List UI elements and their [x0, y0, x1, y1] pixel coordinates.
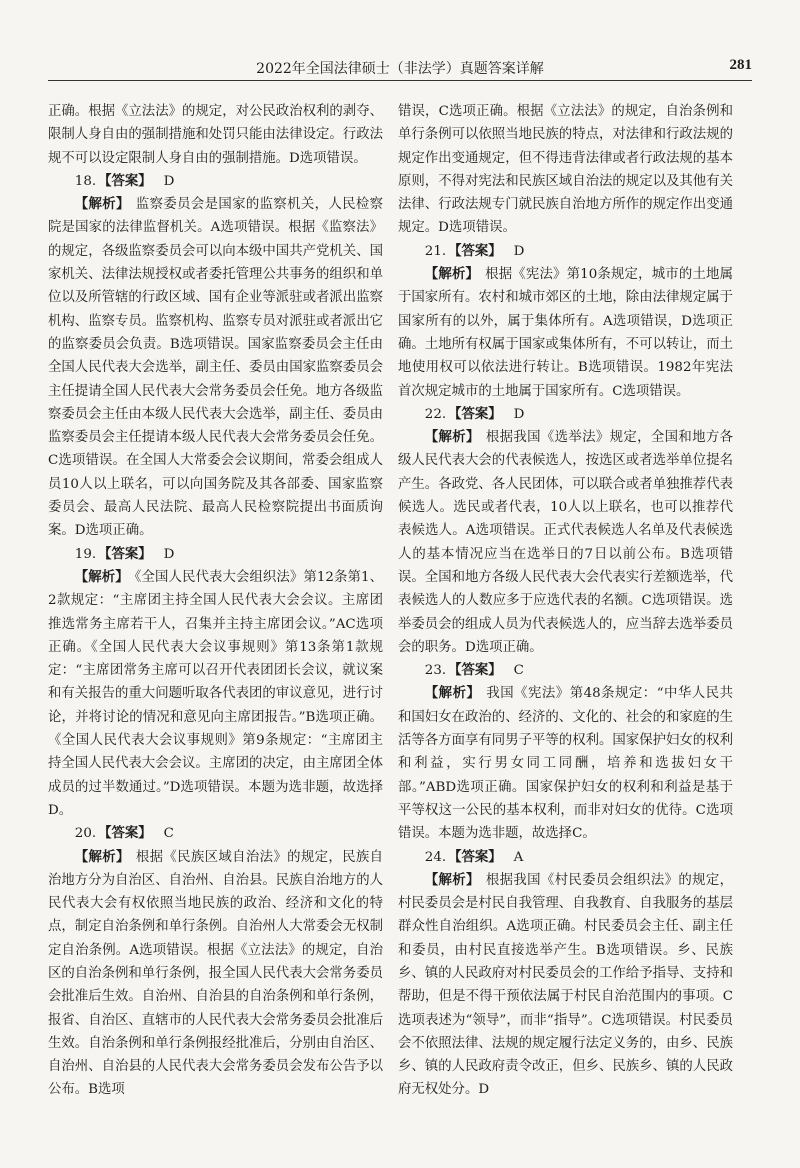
answer-label: 【答案】: [98, 172, 152, 189]
answer-value: C: [513, 663, 524, 679]
answer-label: 【答案】: [448, 662, 502, 679]
left-column: [48, 100, 383, 1102]
answer-label: 【答案】: [98, 545, 152, 562]
answer-label: 【答案】: [448, 242, 502, 259]
question-number: 18.: [74, 173, 97, 189]
question-number: 24.: [424, 849, 447, 865]
explanation-label: 【解析】: [424, 871, 480, 888]
answer-line-24: [398, 846, 733, 869]
question-number: 20.: [74, 826, 97, 842]
explanation-23: [398, 682, 733, 845]
explanation-text: 监察委员会是国家的监察机关，人民检察院是国家的法律监督机关。A选项错误。根据《监察法》的规定，各级监察委员会可以向本级中国共产党机关、国家机关、法律法规授权或者委托管理公共事务的组织和单位以及所管辖的行政区域、国有企业等派驻或者派出监察机构、监察专员。监察机构、监察专员对派驻或者派出它的监察委员会负责。B选项错误。国家监察委员会主任由全国人民代表大会选举，副主任、委员由国家监察委员会主任提请全国人民代表大会常务委员会任免。地方各级监察委员会主任由本级人民代表大会选举，副主任、委员由监察委员会主任提请本级人民代表大会常务委员会任免。C选项错误。在全国人大常委会会议期间，常委会组成人员10人以上联名，可以向国务院及其各部委、国家监察委员会、最高人民法院、最高人民检察院提出书面质询案。D选项正确。: [48, 197, 384, 539]
answer-line-22: [398, 403, 733, 426]
explanation-20: [48, 846, 383, 1102]
explanation-label: 【解析】: [74, 196, 130, 213]
question-number: 19.: [74, 546, 97, 562]
explanation-22: [398, 426, 733, 659]
answer-label: 【答案】: [448, 405, 502, 422]
question-number: 23.: [424, 663, 447, 679]
answer-value: A: [513, 849, 524, 865]
page-number: 281: [729, 57, 752, 73]
explanation-label: 【解析】: [424, 266, 480, 283]
answer-label: 【答案】: [448, 848, 502, 865]
continued-paragraph: 错误，C选项正确。根据《立法法》的规定，自治条例和单行条例可以依照当地民族的特点，对法律和行政法规的规定作出变通规定，但不得违背法律或者行政法规的基本原则，不得对宪法和民族区域自治法的规定以及其他有关法律、行政法规专门就民族自治地方所作的规定作出变通规定。D选项错误。: [398, 104, 733, 236]
answer-value: C: [163, 826, 174, 842]
explanation-label: 【解析】: [424, 685, 481, 702]
answer-value: D: [163, 173, 175, 189]
answer-line-19: [48, 543, 383, 566]
answer-line-23: [398, 659, 733, 682]
explanation-18: [48, 193, 383, 542]
right-column: [398, 100, 733, 1102]
answer-value: D: [163, 546, 175, 562]
running-header: [48, 56, 752, 81]
question-number: 21.: [424, 243, 447, 259]
question-number: 22.: [424, 406, 447, 422]
explanation-21: [398, 263, 733, 403]
header-title: 2022年全国法律硕士（非法学）真题答案详解: [256, 61, 544, 77]
explanation-text: 《全国人民代表大会组织法》第12条第1、2款规定：“主席团主持全国人民代表大会会议。主席团推选常务主席若干人，召集并主持主席团会议。”AC选项正确。《全国人民代表大会议事规则》第13条第1款规定：“主席团常务主席可以召开代表团团长会议，就议案和有关报告的重大问题听取各代表团的审议意见，进行讨论，并将讨论的情况和意见向主席团报告。”B选项正确。《全国人民代表大会议事规则》第9条规定：“主席团主持全国人民代表大会会议。主席团的决定，由主席团全体成员的过半数通过。”D选项错误。本题为选非题，故选择D。: [48, 569, 383, 818]
answer-value: D: [513, 243, 525, 259]
explanation-label: 【解析】: [424, 429, 480, 446]
explanation-24: [398, 869, 733, 1102]
explanation-text: 根据《民族区域自治法》的规定，民族自治地方分为自治区、自治州、自治县。民族自治地方的人民代表大会有权依照当地民族的政治、经济和文化的特点，制定自治条例和单行条例。自治州人大常委会无权制定自治条例。A选项错误。根据《立法法》的规定，自治区的自治条例和单行条例，报全国人民代表大会常务委员会批准后生效。自治州、自治县的自治条例和单行条例，报省、自治区、直辖市的人民代表大会常务委员会批准后生效。自治条例和单行条例报经批准后，分别由自治区、自治州、自治县的人民代表大会常务委员会发布公告予以公布。B选项: [48, 849, 384, 1098]
explanation-text: 我国《宪法》第48条规定：“中华人民共和国妇女在政治的、经济的、文化的、社会的和家庭的生活等各方面享有同男子平等的权利。国家保护妇女的权利和利益，实行男女同工同酬，培养和选拔妇女干部。”ABD选项正确。国家保护妇女的权利和利益是基于平等权这一公民的基本权利，而非对妇女的优待。C选项错误。本题为选非题，故选择C。: [398, 686, 733, 842]
answer-line-21: [398, 240, 733, 263]
explanation-19: [48, 566, 383, 822]
explanation-label: 【解析】: [74, 848, 130, 865]
answer-label: 【答案】: [98, 825, 152, 842]
explanation-text: 根据我国《选举法》规定，全国和地方各级人民代表大会的代表候选人，按选区或者选举单位提名产生。各政党、各人民团体，可以联合或者单独推荐代表候选人。选民或者代表，10人以上联名，也可以推荐代表候选人。A选项错误。正式代表候选人名单及代表候选人的基本情况应当在选举日的7日以前公布。B选项错误。全国和地方各级人民代表大会代表实行差额选举，代表候选人的人数应多于应选代表的名额。C选项错误。选举委员会的组成人员为代表候选人的，应当辞去选举委员会的职务。D选项正确。: [398, 430, 734, 655]
answer-line-18: [48, 170, 383, 193]
explanation-text: 根据《宪法》第10条规定，城市的土地属于国家所有。农村和城市郊区的土地，除由法律规定属于国家所有的以外，属于集体所有。A选项错误，D选项正确。土地所有权属于国家或集体所有，不可以转让，而土地使用权可以依法进行转让。B选项错误。1982年宪法首次规定城市的土地属于国家所有。C选项错误。: [398, 267, 734, 399]
answer-value: D: [513, 406, 525, 422]
answer-line-20: [48, 822, 383, 845]
explanation-text: 根据我国《村民委员会组织法》的规定，村民委员会是村民自我管理、自我教育、自我服务的基层群众性自治组织。A选项正确。村民委员会主任、副主任和委员，由村民直接选举产生。B选项错误。乡、民族乡、镇的人民政府对村民委员会的工作给予指导、支持和帮助，但是不得干预依法属于村民自治范围内的事项。C选项表述为“领导”，而非“指导”。C选项错误。村民委员会不依照法律、法规的规定履行法定义务的，由乡、民族乡、镇的人民政府责令改正，但乡、民族乡、镇的人民政府无权处分。D: [398, 872, 734, 1098]
explanation-label: 【解析】: [74, 568, 129, 585]
continued-paragraph: 正确。根据《立法法》的规定，对公民政治权利的剥夺、限制人身自由的强制措施和处罚只能由法律设定。行政法规不可以设定限制人身自由的强制措施。D选项错误。: [48, 104, 383, 166]
